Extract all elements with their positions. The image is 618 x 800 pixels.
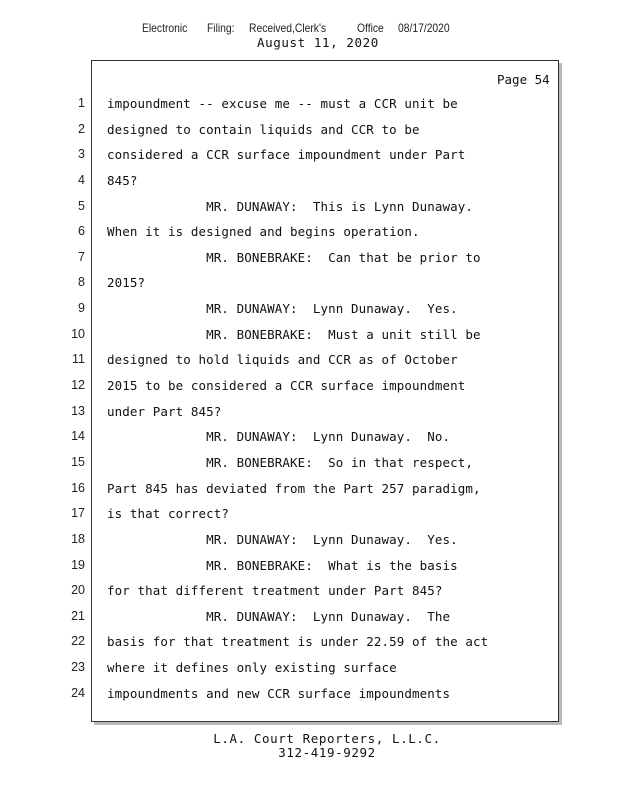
filing-stamp-received: Received,Clerk's bbox=[249, 21, 327, 35]
transcript-line: designed to hold liquids and CCR as of October bbox=[107, 352, 458, 368]
line-number: 3 bbox=[78, 147, 85, 162]
line-number: 20 bbox=[71, 583, 85, 598]
line-number-column bbox=[60, 91, 85, 706]
transcript-line: considered a CCR surface impoundment under Part bbox=[107, 147, 466, 163]
transcript-line: MR. DUNAWAY: Lynn Dunaway. Yes. bbox=[107, 531, 458, 547]
transcript-line: MR. DUNAWAY: Lynn Dunaway. Yes. bbox=[107, 301, 458, 317]
line-number: 23 bbox=[71, 660, 85, 675]
transcript-line: MR. BONEBRAKE: Can that be prior to bbox=[107, 249, 481, 265]
filing-stamp-date: 08/17/2020 bbox=[398, 21, 450, 35]
line-number: 11 bbox=[72, 352, 85, 367]
line-number: 22 bbox=[71, 634, 85, 649]
line-number: 18 bbox=[71, 531, 85, 546]
line-number: 17 bbox=[71, 506, 85, 521]
filing-stamp-electronic: Electronic bbox=[142, 21, 188, 35]
line-number: 5 bbox=[78, 198, 85, 213]
transcript-line: for that different treatment under Part 845? bbox=[107, 583, 443, 599]
line-number: 16 bbox=[71, 480, 85, 495]
reporter-footer bbox=[0, 732, 618, 760]
transcript-line: MR. BONEBRAKE: Must a unit still be bbox=[107, 326, 481, 342]
line-number: 4 bbox=[78, 172, 85, 187]
line-number: 8 bbox=[78, 275, 85, 290]
filing-stamp-office: Office bbox=[357, 21, 384, 35]
hearing-date: August 11, 2020 bbox=[257, 35, 379, 50]
transcript-line: where it defines only existing surface bbox=[107, 660, 397, 676]
line-number: 9 bbox=[78, 301, 85, 316]
line-number: 1 bbox=[78, 96, 85, 110]
line-number: 24 bbox=[71, 685, 85, 700]
line-number: 15 bbox=[71, 454, 85, 469]
transcript-line: When it is designed and begins operation. bbox=[107, 224, 420, 240]
transcript-text bbox=[107, 91, 552, 706]
transcript-line: designed to contain liquids and CCR to be bbox=[107, 121, 420, 137]
transcript-line: MR. DUNAWAY: This is Lynn Dunaway. bbox=[107, 198, 474, 214]
transcript-line: MR. BONEBRAKE: What is the basis bbox=[107, 557, 458, 573]
filing-stamp-filing: Filing: bbox=[207, 21, 235, 35]
transcript-line: 2015? bbox=[107, 275, 146, 291]
line-number: 19 bbox=[71, 557, 85, 572]
electronic-filing-stamp bbox=[0, 21, 618, 35]
transcript-line: under Part 845? bbox=[107, 403, 222, 419]
line-number: 12 bbox=[71, 378, 85, 393]
line-number: 14 bbox=[71, 429, 85, 444]
line-number: 2 bbox=[78, 121, 85, 136]
transcript-line: is that correct? bbox=[107, 506, 230, 522]
transcript-line: MR. DUNAWAY: Lynn Dunaway. No. bbox=[107, 429, 451, 445]
line-number: 21 bbox=[71, 608, 85, 623]
transcript-line: basis for that treatment is under 22.59 of the act bbox=[107, 634, 489, 650]
line-number: 7 bbox=[78, 249, 85, 264]
line-number: 6 bbox=[78, 224, 85, 239]
page-number: Page 54 bbox=[497, 72, 550, 87]
court-reporter-phone: 312-419-9292 bbox=[278, 745, 376, 760]
transcript-line: impoundment -- excuse me -- must a CCR unit be bbox=[107, 96, 458, 111]
line-number: 13 bbox=[71, 403, 85, 418]
transcript-line: Part 845 has deviated from the Part 257 paradigm, bbox=[107, 480, 481, 496]
court-reporter-name: L.A. Court Reporters, L.L.C. bbox=[213, 731, 441, 746]
transcript-line: MR. DUNAWAY: Lynn Dunaway. The bbox=[107, 608, 451, 624]
transcript-line: 845? bbox=[107, 172, 138, 188]
transcript-line: MR. BONEBRAKE: So in that respect, bbox=[107, 454, 474, 470]
transcript-line: 2015 to be considered a CCR surface impoundment bbox=[107, 378, 466, 394]
transcript-line: impoundments and new CCR surface impoundments bbox=[107, 685, 451, 701]
line-number: 10 bbox=[71, 326, 85, 341]
